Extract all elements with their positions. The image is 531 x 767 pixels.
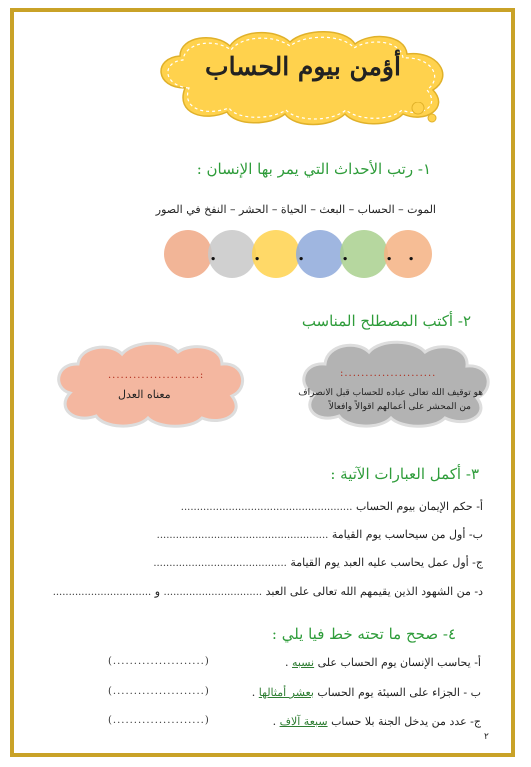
left-cloud-text: معناه العدل: [118, 388, 171, 401]
correction-item: [252, 686, 481, 699]
left-cloud-answer[interactable]: ......................:: [108, 370, 205, 381]
correction-item: [273, 715, 481, 728]
underlined-word: نسبه: [292, 656, 315, 669]
order-circles: [164, 230, 434, 282]
completion-item: [157, 528, 483, 541]
page-number: ٢: [484, 732, 489, 742]
left-cloud: [50, 338, 250, 428]
item-end: .: [272, 715, 277, 728]
item-end: .: [285, 656, 289, 669]
circle-mark: .: [210, 244, 217, 265]
item-conjunction: و: [154, 585, 161, 598]
underlined-word: سبعة آلاف: [279, 715, 328, 728]
circle-mark: .: [386, 244, 393, 265]
item-text: أ- يحاسب الإنسان يوم الحساب على: [317, 656, 481, 669]
section2-heading: ٢- أكتب المصطلح المناسب: [301, 312, 471, 330]
title-cloud-tail: [410, 102, 440, 124]
correction-answer[interactable]: (......................): [108, 715, 210, 726]
completion-item: [181, 500, 483, 513]
right-cloud: [295, 338, 495, 430]
item-text: ب - الجزاء على السيئة يوم الحساب: [317, 686, 481, 699]
completion-item: [53, 585, 483, 598]
circle-mark: .: [408, 244, 415, 265]
underlined-word: بعشر أمثالها: [258, 686, 314, 699]
item-answer[interactable]: ......................................................: [156, 530, 329, 541]
section1-heading: ١- رتب الأحداث التي يمر بها الإنسان :: [196, 160, 431, 178]
correction-item: [285, 656, 481, 669]
section3-heading: ٣- أكمل العبارات الآتية :: [330, 465, 479, 483]
correction-answer[interactable]: (......................): [108, 686, 210, 697]
item-text: ج- أول عمل يحاسب عليه العبد يوم القيامة: [290, 556, 483, 569]
correction-answer[interactable]: (......................): [108, 656, 210, 667]
right-cloud-line2: من المحشر على أعمالهم اقوالاً وافعالاً: [328, 402, 471, 412]
right-cloud-answer[interactable]: :......................: [340, 368, 437, 379]
order-circle[interactable]: [164, 230, 212, 278]
item-answer[interactable]: ......................................................: [180, 502, 353, 513]
section4-heading: ٤- صحح ما تحته خط فيا يلي :: [271, 625, 456, 643]
item-answer[interactable]: ...............................: [163, 587, 263, 598]
right-cloud-line1: هو توقيف الله تعالى عباده للحساب قبل الانصراف: [298, 388, 483, 398]
circle-mark: .: [254, 244, 261, 265]
events-list: الموت – الحساب – البعث – الحياة – الحشر – النفخ في الصور: [155, 203, 436, 216]
item-text: ج- عدد من يدخل الجنة بلا حساب: [331, 715, 481, 728]
item-text: د- من الشهود الذين يقيمهم الله تعالى على العبد: [265, 585, 483, 598]
circle-mark: .: [298, 244, 305, 265]
circle-mark: .: [342, 244, 349, 265]
item-text: أ- حكم الإيمان بيوم الحساب: [355, 500, 483, 513]
item-text: ب- أول من سيحاسب يوم القيامة: [331, 528, 483, 541]
item-answer[interactable]: ..........................................: [153, 558, 287, 569]
item-end: .: [251, 686, 256, 699]
item-answer-2[interactable]: ...............................: [52, 587, 152, 598]
page-title: أؤمن بيوم الحساب: [205, 52, 401, 81]
completion-item: [153, 556, 483, 569]
